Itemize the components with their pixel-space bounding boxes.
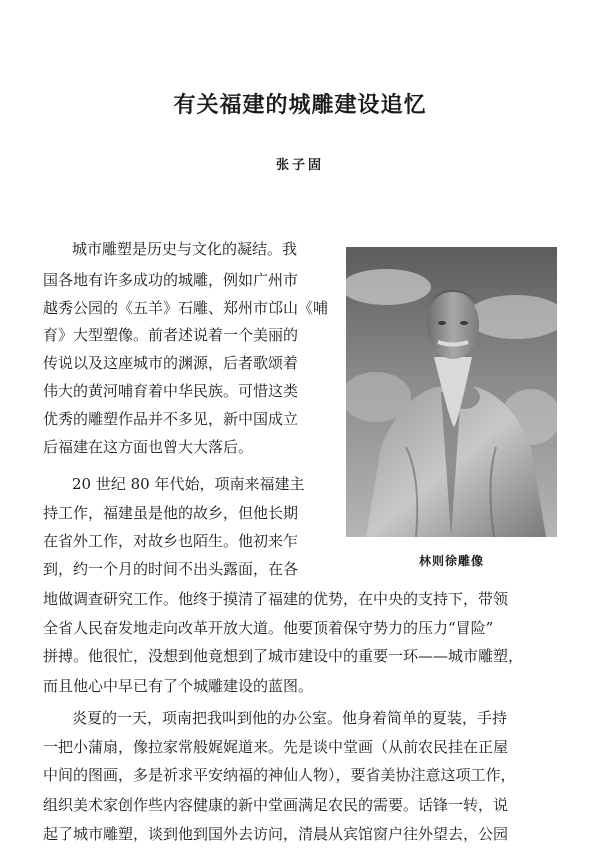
body-line: 优秀的雕塑作品并不多见，新中国成立 (43, 410, 299, 428)
body-line: 地做调查研究工作。他终于摸清了福建的优势，在中央的支持下，带领 (43, 590, 509, 608)
body-line: 组织美术家创作些内容健康的新中堂画满足农民的需要。话锋一转，说 (43, 796, 509, 814)
article-title: 有关福建的城雕建设追忆 (173, 93, 427, 118)
body-line: 传说以及这座城市的渊源，后者歌颂着 (43, 354, 299, 372)
body-line: 起了城市雕塑，谈到他到国外去访问，清晨从宾馆窗户往外望去，公园 (43, 825, 509, 843)
article-author: 张子固 (275, 158, 324, 173)
body-line: 炎夏的一天，项南把我叫到他的办公室。他身着简单的夏装，手持 (72, 709, 508, 727)
body-line: 全省人民奋发地走向改革开放大道。他要顶着保守势力的压力“冒险” (43, 619, 494, 637)
statue-photo (346, 247, 557, 537)
body-line: 拼搏。他很忙，没想到他竟想到了城市建设中的重要一环——城市雕塑， (43, 647, 524, 665)
body-line: 而且他心中早已有了个城雕建设的蓝图。 (43, 677, 314, 695)
body-line: 后福建在这方面也曾大大落后。 (43, 438, 254, 456)
body-line: 育》大型塑像。前者述说着一个美丽的 (43, 326, 299, 344)
body-line: 到，约一个月的时间不出头露面，在各 (43, 560, 299, 578)
body-line: 一把小蒲扇，像拉家常般娓娓道来。先是谈中堂画（从前农民挂在正屋 (43, 738, 509, 756)
body-line: 在省外工作，对故乡也陌生。他初来乍 (43, 532, 299, 550)
body-line: 越秀公园的《五羊》石雕、郑州市邙山《哺 (43, 299, 329, 317)
body-line: 城市雕塑是历史与文化的凝结。我 (72, 240, 298, 258)
body-line: 伟大的黄河哺育着中华民族。可惜这类 (43, 382, 299, 400)
body-line: 国各地有许多成功的城雕，例如广州市 (43, 271, 299, 289)
photo-caption: 林则徐雕像 (418, 554, 484, 568)
body-line: 20 世纪 80 年代始，项南来福建主 (72, 475, 305, 493)
body-line: 持工作，福建虽是他的故乡，但他长期 (43, 504, 299, 522)
body-line: 中间的图画，多是祈求平安纳福的神仙人物），要省美协注意这项工作， (43, 766, 516, 784)
